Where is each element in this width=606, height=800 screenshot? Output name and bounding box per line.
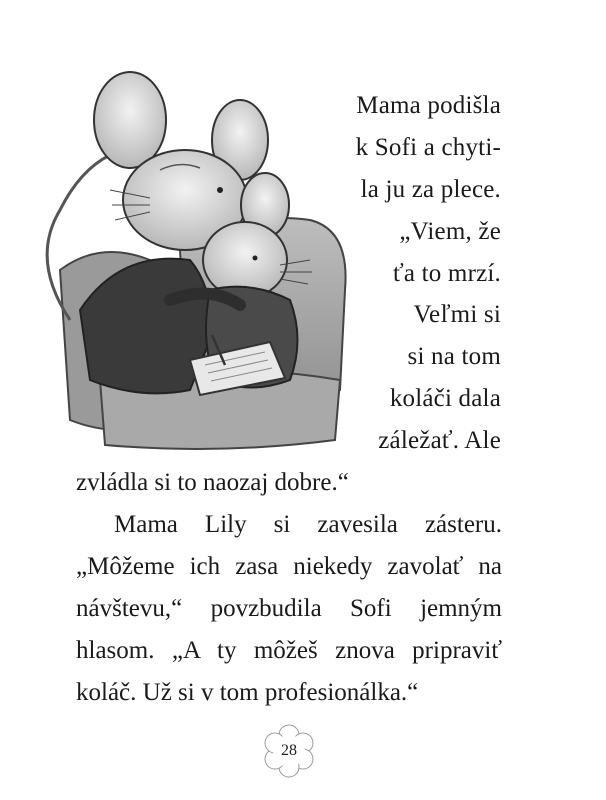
text-line <box>76 596 502 621</box>
text-line <box>76 638 502 663</box>
text-line: koláč. Už si v tom profesionálka.“ <box>76 679 419 706</box>
text-line: záležať. Ale <box>378 427 501 454</box>
text-line-content: Mama Lily si zavesila zásteru. <box>114 511 502 538</box>
text-line: k Sofi a chyti- <box>355 134 501 161</box>
page-number: 28 <box>281 742 297 759</box>
text-line: Mama podišla <box>356 92 501 119</box>
text-line: koláči dala <box>389 385 501 412</box>
text-line-content: hlasom. „A ty môžeš znova pripraviť <box>76 637 502 664</box>
text-line: ťa to mrzí. <box>393 260 501 287</box>
page-number-badge <box>262 724 316 778</box>
text-line <box>76 512 502 537</box>
text-line <box>76 554 502 579</box>
text-line-content: návštevu,“ povzbudila Sofi jemným <box>76 595 502 622</box>
text-line: Veľmi si <box>413 301 501 328</box>
text-line-content: „Môžeme ich zasa niekedy zavolať na <box>76 553 502 580</box>
text-line: la ju za plece. <box>360 176 501 203</box>
text-line: si na tom <box>407 343 501 370</box>
text-line: zvládla si to naozaj dobre.“ <box>76 469 349 496</box>
mice-illustration <box>40 60 370 460</box>
text-line: „Viem, že <box>399 218 501 245</box>
